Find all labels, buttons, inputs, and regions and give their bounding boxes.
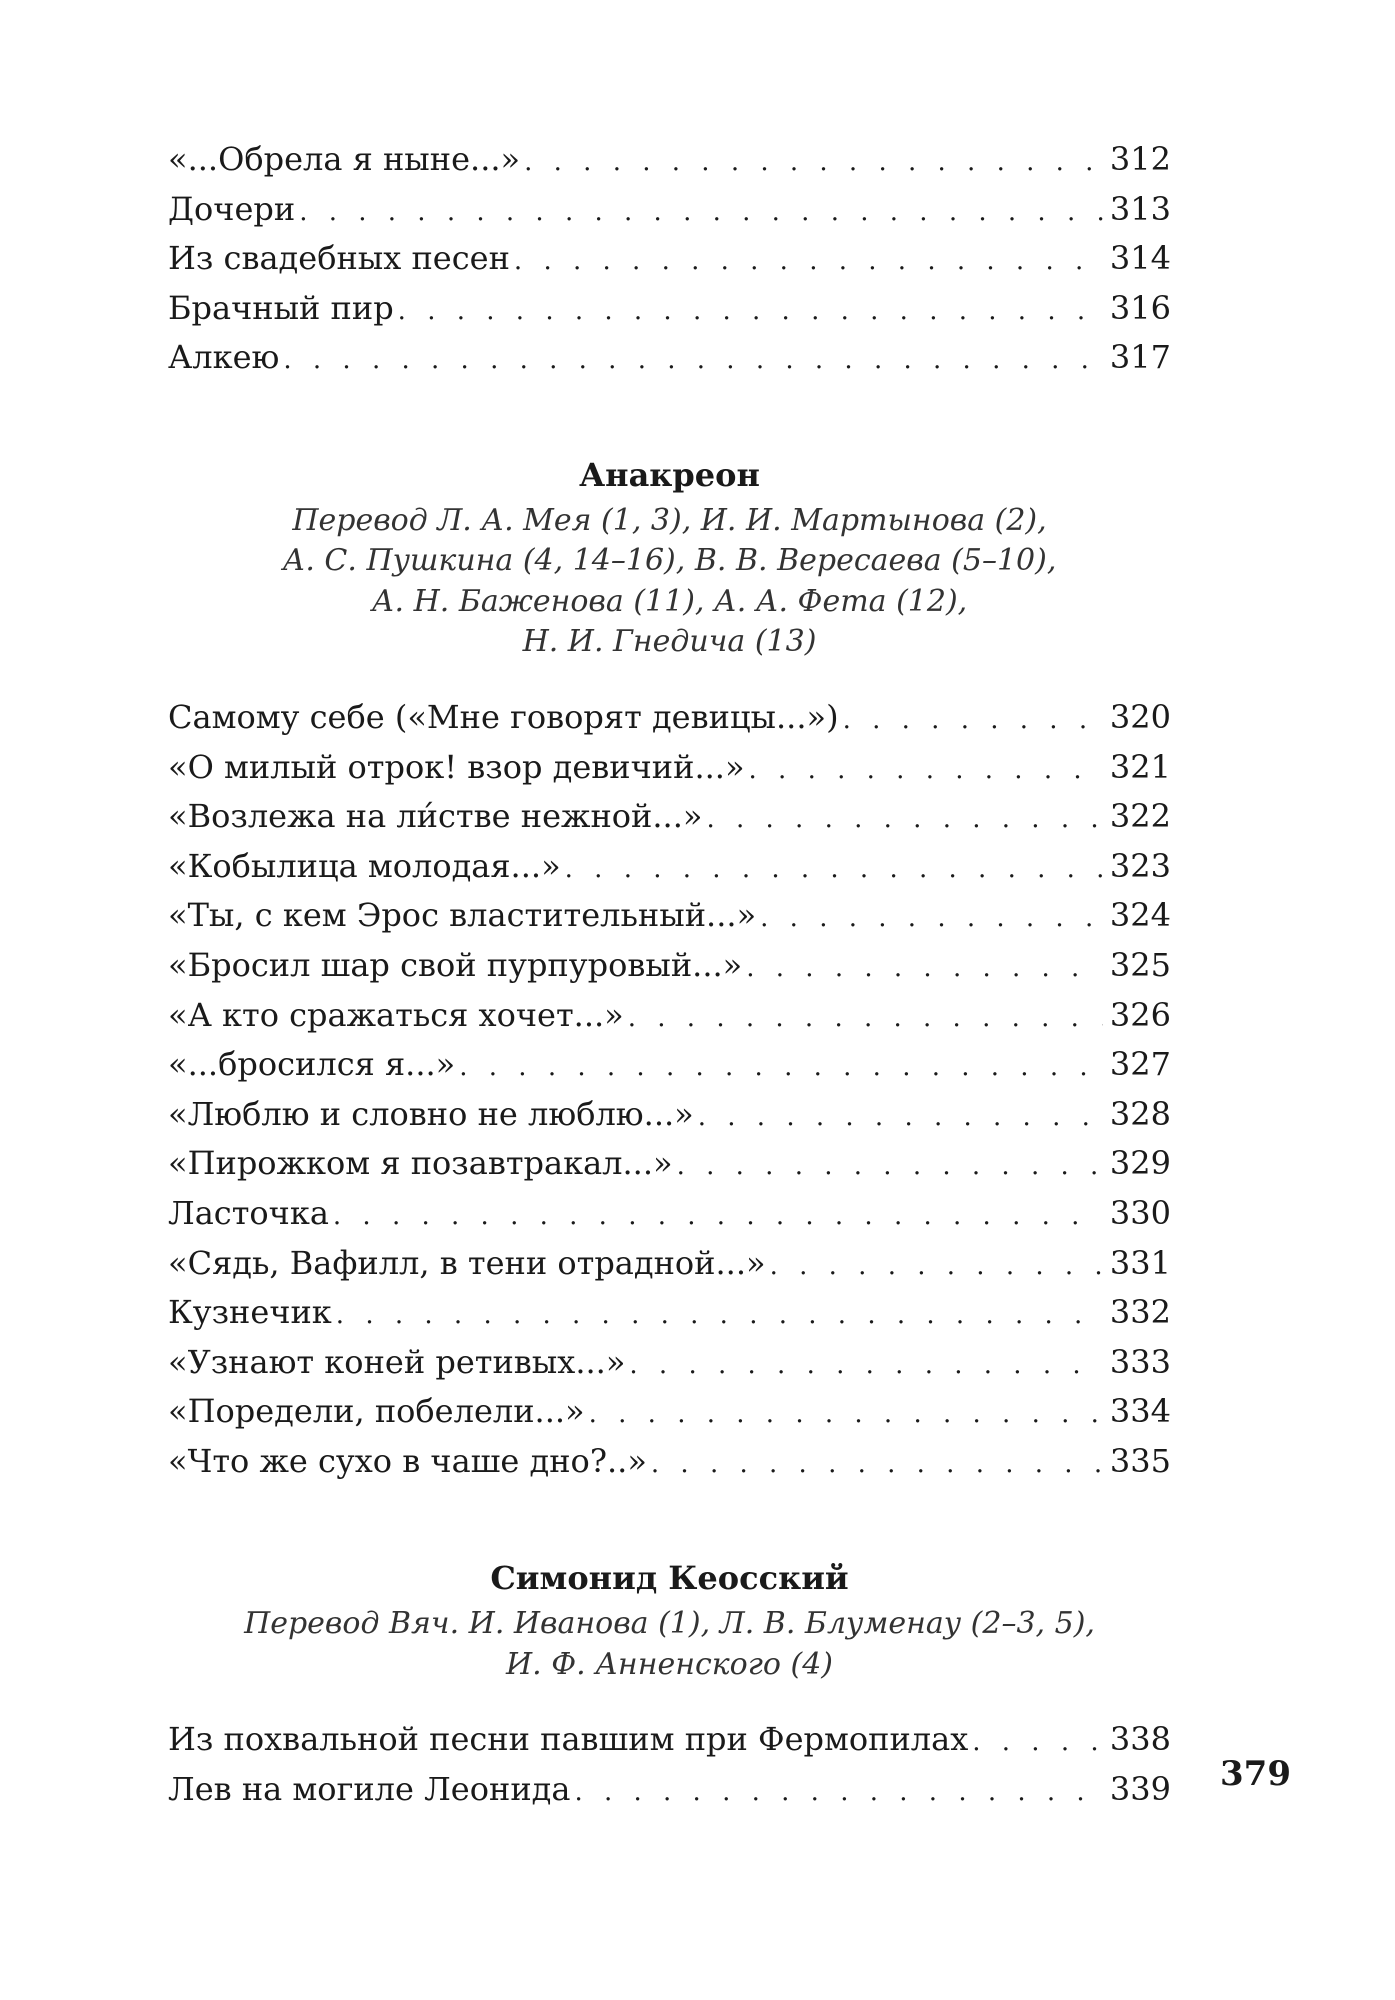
toc-entry	[168, 1040, 1171, 1090]
toc-entry	[168, 891, 1171, 941]
dot-leader	[843, 696, 1103, 746]
toc-list-simonides	[168, 1715, 1171, 1814]
toc-entry-page: 312	[1109, 140, 1171, 178]
toc-entry-title: Из свадебных песен	[168, 239, 510, 278]
toc-entry	[168, 1387, 1171, 1437]
toc-entry-page: 320	[1109, 697, 1171, 736]
toc-entry	[168, 941, 1171, 991]
toc-entry-title: «...бросился я...»	[168, 1045, 456, 1084]
toc-entry	[168, 1139, 1171, 1189]
toc-entry-page: 332	[1109, 1293, 1171, 1332]
toc-entry	[168, 693, 1171, 743]
toc-entry-title: «Сядь, Вафилл, в тени отрадной...»	[168, 1243, 766, 1282]
toc-entry-title: «Кобылица молодая...»	[168, 846, 561, 885]
section-simonides	[168, 1556, 1171, 1814]
toc-entry-title: Из похвальной песни павшим при Фермопилах	[168, 1720, 969, 1759]
toc-entry	[168, 743, 1171, 793]
translators-line: А. С. Пушкина (4, 14–16), В. В. Вересаева (5–10),	[282, 543, 1057, 579]
toc-entry-page: 322	[1109, 797, 1171, 836]
toc-entry	[168, 234, 1171, 284]
toc-entry-page: 333	[1109, 1342, 1171, 1381]
dot-leader	[589, 1390, 1103, 1440]
toc-entry-page: 331	[1109, 1243, 1171, 1282]
dot-leader	[760, 894, 1103, 944]
toc-entry-title: «Бросил шар свой пурпуровый...»	[168, 945, 743, 984]
section-title: Анакреон	[579, 455, 760, 494]
toc-list-top	[168, 135, 1171, 383]
toc-entry-title: Брачный пир	[168, 288, 394, 327]
translators-note	[168, 501, 1171, 663]
toc-entry-page: 330	[1109, 1193, 1171, 1232]
dot-leader	[524, 138, 1103, 188]
toc-entry-page: 324	[1109, 896, 1171, 935]
dot-leader	[651, 1440, 1103, 1490]
dot-leader	[299, 188, 1103, 238]
dot-leader	[336, 1291, 1103, 1341]
toc-entry-page: 323	[1109, 846, 1171, 885]
dot-leader	[698, 1093, 1103, 1143]
translators-line: Н. И. Гнедича (13)	[522, 624, 817, 660]
toc-entry-title: «Возлежа на ли́стве нежной...»	[168, 797, 703, 836]
toc-entry-page: 329	[1109, 1144, 1171, 1183]
toc-entry	[168, 1437, 1171, 1487]
toc-entry-title: «О милый отрок! взор девичий...»	[168, 747, 745, 786]
toc-entry-title: Кузнечик	[168, 1293, 332, 1332]
toc-entry	[168, 1239, 1171, 1289]
toc-entry-page: 335	[1109, 1441, 1171, 1480]
translators-note	[168, 1604, 1171, 1685]
dot-leader	[770, 1242, 1103, 1292]
translators-line: Перевод Вяч. И. Иванова (1), Л. В. Блуменау (2–3, 5),	[244, 1606, 1095, 1642]
translators-line: А. Н. Баженова (11), А. А. Фета (12),	[371, 583, 968, 619]
dot-leader	[629, 1341, 1103, 1391]
toc-entry-title: «Пирожком я позавтракал...»	[168, 1144, 673, 1183]
toc-entry-page: 328	[1109, 1094, 1171, 1133]
toc-entry-page: 327	[1109, 1045, 1171, 1084]
section-title: Симонид Кеосский	[490, 1559, 849, 1598]
toc-entry-page: 339	[1109, 1770, 1171, 1809]
dot-leader	[628, 994, 1103, 1044]
toc-entry-title: Алкею	[168, 338, 280, 377]
translators-line: Перевод Л. А. Мея (1, 3), И. И. Мартынова (2),	[292, 502, 1047, 538]
toc-entry-title: «Поредели, побелели...»	[168, 1392, 585, 1431]
toc-entry-title: «Что же сухо в чаше дно?..»	[168, 1441, 647, 1480]
dot-leader	[565, 845, 1103, 895]
toc-entry	[168, 991, 1171, 1041]
toc-entry	[168, 1189, 1171, 1239]
toc-entry	[168, 1288, 1171, 1338]
toc-entry-page: 321	[1109, 747, 1171, 786]
section-anacreon	[168, 453, 1171, 1487]
toc-entry-title: «Узнают коней ретивых...»	[168, 1342, 626, 1381]
toc-entry-title: Самому себе («Мне говорят девицы...»)	[168, 697, 839, 736]
toc-entry-page: 314	[1109, 239, 1171, 278]
toc-entry-title: «Люблю и словно не люблю...»	[168, 1094, 694, 1133]
dot-leader	[746, 944, 1103, 994]
page-number: 379	[1220, 1754, 1291, 1794]
dot-leader	[398, 287, 1103, 337]
toc-entry-title: Лев на могиле Леонида	[168, 1770, 571, 1809]
toc-entry	[168, 1338, 1171, 1388]
dot-leader	[283, 336, 1103, 386]
toc-entry-page: 325	[1109, 945, 1171, 984]
dot-leader	[333, 1192, 1103, 1242]
dot-leader	[749, 746, 1103, 796]
dot-leader	[972, 1718, 1103, 1768]
toc-entry	[168, 1090, 1171, 1140]
toc-entry-title: Ласточка	[168, 1193, 329, 1232]
dot-leader	[706, 795, 1103, 845]
toc-page	[168, 135, 1171, 1815]
toc-entry-title: Дочери	[168, 189, 296, 228]
toc-entry-page: 326	[1109, 995, 1171, 1034]
toc-entry	[168, 1715, 1171, 1765]
toc-entry	[168, 135, 1171, 185]
toc-entry	[168, 284, 1171, 334]
toc-entry-page: 313	[1109, 189, 1171, 228]
toc-entry-page: 334	[1109, 1392, 1171, 1431]
toc-entry	[168, 842, 1171, 892]
toc-entry-title: «...Обрела я ныне...»	[168, 140, 521, 178]
toc-entry	[168, 185, 1171, 235]
dot-leader	[514, 237, 1103, 287]
toc-entry-title: «А кто сражаться хочет...»	[168, 995, 624, 1034]
toc-entry-page: 338	[1109, 1720, 1171, 1759]
dot-leader	[574, 1768, 1103, 1818]
toc-entry-page: 317	[1109, 338, 1171, 377]
translators-line: И. Ф. Анненского (4)	[506, 1646, 833, 1682]
toc-entry-page: 316	[1109, 288, 1171, 327]
dot-leader	[459, 1043, 1103, 1093]
toc-list-anacreon	[168, 693, 1171, 1487]
dot-leader	[677, 1142, 1103, 1192]
toc-entry-title: «Ты, с кем Эрос властительный...»	[168, 896, 757, 935]
toc-entry	[168, 1765, 1171, 1815]
toc-entry	[168, 333, 1171, 383]
toc-entry	[168, 792, 1171, 842]
